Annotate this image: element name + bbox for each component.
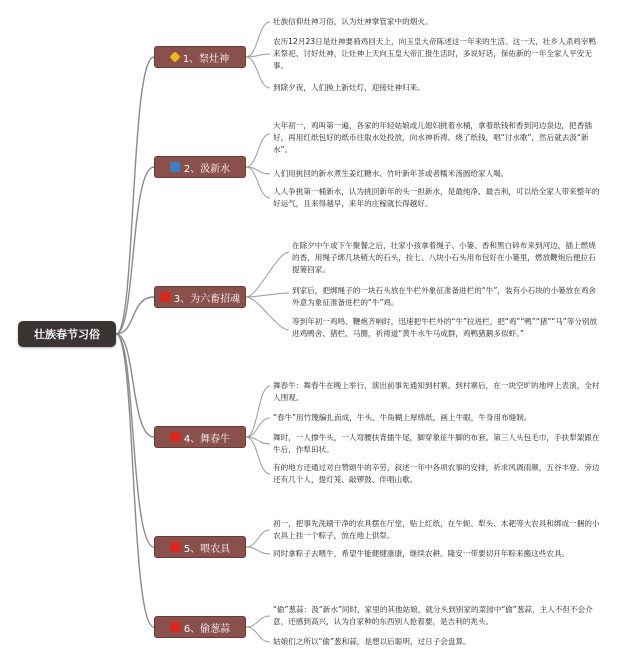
connector-line: [116, 167, 154, 334]
branch-label: 4、舞春牛: [183, 433, 231, 445]
leaf-text: 到家后，把绑绳子的一块石头放在牛栏外象征准备进栏的“牛”，装有小石块的小篓放在鸡舍外意为象征准备进栏的“牛”鸡。: [292, 286, 597, 307]
connector-line: [246, 530, 270, 547]
leaf-text: 人人争挑第一桶新水，认为挑回新年的头一担新水，是最纯净、最吉利，可以给全家人带来整年的好运气，且来得越早，来年的庄稼就长得越好。: [273, 187, 600, 208]
leaf-text: 有的地方还通过对白赞颂牛的辛劳，叙述一年中各项农事的安排，祈求风调雨顺，五谷丰登。旁边还有几个人，提灯笼、敲锣鼓、伴唱山歌。: [273, 463, 600, 484]
branch-node[interactable]: [154, 426, 246, 448]
connector-line: [246, 297, 289, 330]
connector-line: [116, 57, 154, 334]
branch-label: 2、汲新水: [183, 163, 231, 175]
connector-line: [246, 252, 289, 297]
connector-line: [246, 22, 270, 57]
leaf-text: 在除夕中午或下午聚餐之后，壮家小孩拿着绳子、小篓、香和黑白碎布来到河边，插上燃烧的香，用绳子绑几块稍大的石头，捡七、八块小石头用布包好在小篓里，燃放鞭炮后便拉石提篓回家。: [292, 241, 596, 274]
leaf-text: 等到年初一鸡鸣、鞭炮齐响时，迅速把牛栏外的“牛”拉进栏，把“鸡”“鸭”“猪”“马”等分别放进鸡鸭舍、猪栏、马圈，祈祷道“黄牛水牛马成群，鸡鸭猪鹅多似虾。”: [292, 317, 598, 338]
diamond-icon: [169, 51, 180, 62]
branch-label: 5、喂农具: [183, 543, 231, 555]
branch-node[interactable]: [154, 156, 246, 178]
connector-line: [246, 57, 270, 88]
leaf-text: “偷”葱蒜：汲“新水”同时，家里的其他姑娘，就分头到别家的菜园中“偷”葱蒜，主人不但不会介意，还感到高兴，认为自家种的东西别人抢着要，是吉利的兆头。: [273, 605, 593, 626]
branch-label: 1、祭灶神: [182, 53, 230, 65]
connector-line: [246, 616, 270, 627]
leaf-text: 壮族信仰灶神习俗，认为灶神掌管家中的烟火。: [273, 17, 433, 26]
leaf-text: “春牛”用竹篾编扎而成，牛头、牛角糊上厚绵纸，画上牛眼，牛身用布缝制。: [273, 413, 532, 422]
leaf-text: 舞时，一人撑牛头，一人弯腰扶背擂牛尾，脚穿象征牛脚的布套。第三人头包毛巾，手扶犁架跟在牛后，作犁田状。: [273, 433, 600, 454]
leaf-text: 初一，把事先洗刷干净的农具摆在厅堂，贴上红纸，在牛轭、犁头、木耙等大农具和绑成一捆的小农具上挂一个粽子，放在地上供祭。: [273, 519, 600, 540]
leaf-text: 农历12月23日是灶神要骑鸡回天上，向玉皇大帝陈述这一年来的生活。这一天，壮乡人杀鸡宰鸭来祭祀、讨好灶神，让灶神上天向玉皇大帝汇报生活时，多说好话，保佑新的一年全家人平安无事。: [273, 37, 597, 70]
leaf-text: 同时拿粽子去喂牛，希望牛能健健康康，继续农耕。隆安一带要切开年粽来搬这些农具。: [273, 549, 570, 558]
connector-line: [246, 167, 270, 198]
branch-node[interactable]: [154, 536, 246, 558]
connector-line: [246, 627, 270, 642]
branch-label: 3、为六畜招魂: [173, 293, 241, 305]
leaf-text: 舞春牛：舞春牛在晚上举行，演出前事先通知到村寨。到村寨后，在一块空旷的地坪上表演，全村人围观。: [273, 381, 600, 402]
square-icon: [170, 542, 180, 552]
connector-line: [246, 134, 270, 167]
leaf-text: 到除夕夜，人们换上新灶灯，迎接灶神归来。: [273, 83, 425, 92]
branch-node[interactable]: [154, 286, 246, 308]
square-icon: [170, 432, 180, 442]
connector-line: [246, 437, 270, 474]
leaf-text: 姑娘们之所以“偷”葱和蒜，是想以后聪明，过日子会盘算。: [273, 637, 471, 646]
connector-line: [116, 334, 154, 437]
branch-node[interactable]: [154, 616, 246, 638]
square-icon: [170, 622, 180, 632]
connector-line: [246, 547, 270, 554]
root-node[interactable]: 壮族春节习俗: [18, 321, 116, 347]
connector-line: [116, 334, 154, 627]
connector-line: [246, 418, 270, 437]
leaf-text: 大年初一，鸡叫第一遍，各家的年轻姑娘或儿媳妇挑着水桶，拿着纸钱和香到河边泉边，把香插好，再用红纸包好的纸币往取水处投放，向水神祈祷。烧了纸钱，唱“讨水歌”，然后就去汲“新水”。: [273, 121, 592, 154]
connector-line: [246, 386, 270, 437]
leaf-text: 人们用挑回的新水煮生姜红糖水、竹叶新年茶或者糯米汤圆给家人喝。: [273, 169, 509, 178]
square-icon: [160, 292, 170, 302]
square-icon: [170, 162, 180, 172]
branch-node[interactable]: [154, 46, 246, 68]
branch-label: 6、偷葱蒜: [183, 623, 231, 635]
